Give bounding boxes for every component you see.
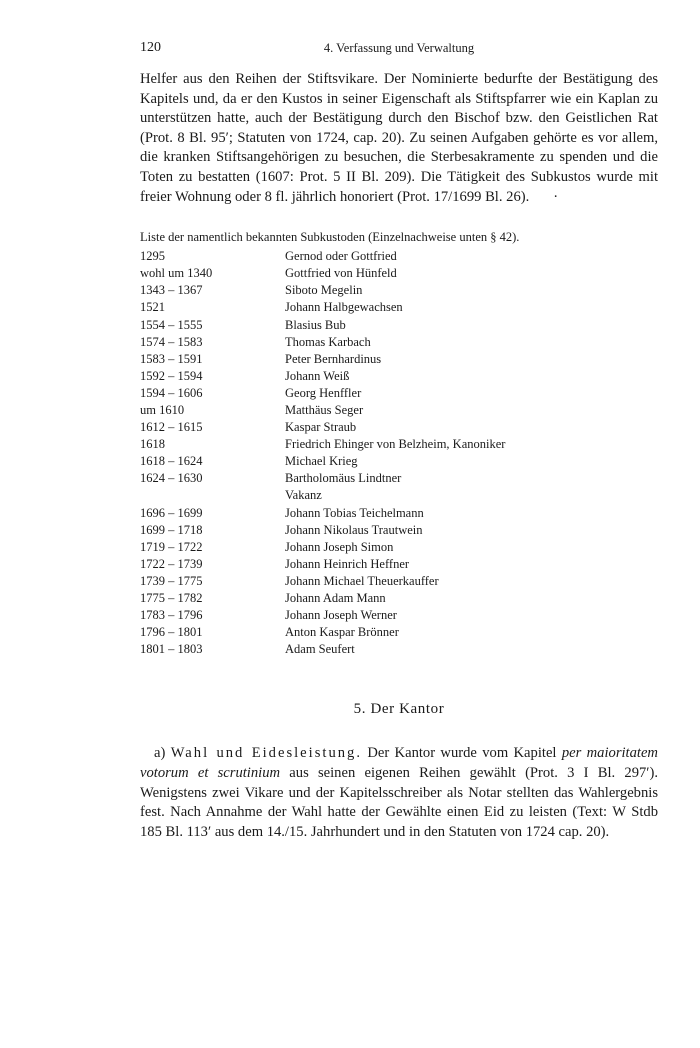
list-entry: [140, 453, 658, 470]
list-entry: [140, 522, 658, 539]
entry-name: Vakanz: [285, 488, 322, 503]
entry-date: 1583 – 1591: [140, 351, 203, 366]
text-before-italic: Der Kantor wurde vom Kapitel: [367, 745, 557, 762]
entry-name: Michael Krieg: [285, 454, 358, 469]
entry-date: 1739 – 1775: [140, 573, 203, 588]
entry-name: Johann Halbgewachsen: [285, 300, 403, 315]
entry-date: 1521: [140, 300, 165, 315]
list-entry: [140, 470, 658, 487]
entry-date: 1796 – 1801: [140, 625, 203, 640]
entry-date: 1775 – 1782: [140, 591, 203, 606]
list-entry: [140, 607, 658, 624]
text-after-italic: aus seinen eigenen Reihen gewählt (Prot. 3 I Bl. 297′). Wenigstens zwei Vikare und der Kapitelsschreiber als Notar stellten das Wahlergebnis fest. Nach Annahme der Wahl hatte der Gewählte einen Eid zu leisten (Text: W Stdb 185 Bl. 113′ aus dem 14./15. Jahrhundert und in den Statuten von 1724 cap. 20).: [140, 765, 658, 840]
list-entry: [140, 317, 658, 334]
list-entry: [140, 265, 658, 282]
section-title: 5. Der Kantor: [353, 701, 445, 718]
entry-name: Johann Adam Mann: [285, 591, 386, 606]
entry-date: 1618 – 1624: [140, 454, 203, 469]
entry-date: 1295: [140, 249, 165, 264]
list-entry: [140, 368, 658, 385]
entry-name: Friedrich Ehinger von Belzheim, Kanoniker: [285, 437, 506, 452]
entry-date: um 1610: [140, 403, 185, 417]
running-head: 4. Verfassung und Verwaltung: [323, 41, 475, 55]
list-entry: [140, 641, 658, 658]
list-entry: [140, 556, 658, 573]
spaced-heading: Wahl und Eidesleistung.: [170, 745, 362, 762]
entry-date: 1719 – 1722: [140, 539, 203, 554]
entry-name: Johann Heinrich Heffner: [285, 556, 410, 571]
entry-name: Johann Weiß: [285, 368, 350, 383]
list-heading: Liste der namentlich bekannten Subkustoden (Einzelnachweise unten § 42).: [140, 230, 520, 245]
entry-date: wohl um 1340: [140, 266, 213, 281]
list-entry: [140, 402, 658, 419]
entry-name: Peter Bernhardinus: [285, 351, 382, 366]
list-entry: [140, 299, 658, 316]
italic-phrase: per maioritatem votorum et scrutinium: [140, 745, 658, 781]
list-entry: [140, 351, 658, 368]
entry-name: Kaspar Straub: [285, 420, 357, 435]
list-entry: [140, 436, 658, 453]
entry-date: [140, 487, 285, 504]
entry-date: 1624 – 1630: [140, 471, 203, 486]
entry-date: 1801 – 1803: [140, 642, 203, 657]
paragraph-subkustos-text: Helfer aus den Reihen der Stiftsvikare. Der Nominierte bedurfte der Bestätigung des Kapitels und, da er den Kustos in seiner Eigenschaft als Stiftspfarrer wie ein Kaplan zu unterstützen hatte, auch der Bestätigung durch den Bischof bzw. den Geistlichen Rat (Prot. 8 Bl. 95′; Statuten von 1724, cap. 20). Zu seinen Aufgaben gehörte es vor allem, die kranken Stiftsangehörigen zu besuchen, die Sterbesakramente zu spenden und die Toten zu bestatten (1607: Prot. 5 II Bl. 209). Die Tätigkeit des Subkustos wurde mit freier Wohnung oder 8 fl. jährlich honoriert (Prot. 17/1699 Bl. 26).: [140, 71, 658, 205]
document-page: [140, 40, 658, 842]
entry-date: 1592 – 1594: [140, 368, 203, 383]
list-entry: [140, 487, 658, 504]
list-entry: [140, 573, 658, 590]
entry-name: Johann Tobias Teichelmann: [285, 505, 424, 520]
entry-date: 1783 – 1796: [140, 608, 203, 623]
list-entry: [140, 334, 658, 351]
list-entry: [140, 539, 658, 556]
entry-date: 1554 – 1555: [140, 317, 203, 332]
paragraph-kantor: [140, 744, 658, 842]
entry-date: 1343 – 1367: [140, 283, 203, 298]
paragraph-label: a): [154, 745, 166, 762]
list-entry: [140, 419, 658, 436]
list-entry: [140, 590, 658, 607]
entry-name: Johann Nikolaus Trautwein: [285, 522, 423, 537]
list-entry: [140, 385, 658, 402]
list-entry: [140, 282, 658, 299]
entry-name: Siboto Megelin: [285, 283, 363, 298]
entry-name: Anton Kaspar Brönner: [285, 625, 399, 640]
entry-date: 1699 – 1718: [140, 522, 203, 537]
subkustos-list: [140, 248, 658, 658]
entry-date: 1618: [140, 437, 165, 452]
entry-name: Johann Joseph Werner: [285, 608, 397, 623]
page-number: 120: [140, 40, 161, 55]
entry-date: 1574 – 1583: [140, 334, 203, 349]
list-entry: [140, 624, 658, 641]
entry-date: 1612 – 1615: [140, 420, 203, 435]
entry-name: Matthäus Seger: [285, 403, 364, 417]
list-entry: [140, 248, 658, 265]
entry-name: Blasius Bub: [285, 317, 346, 332]
entry-name: Adam Seufert: [285, 642, 355, 657]
page-header: [140, 40, 658, 62]
entry-name: Gernod oder Gottfried: [285, 249, 397, 264]
entry-name: Johann Michael Theuerkauffer: [285, 573, 439, 588]
paragraph-subkustos: [140, 70, 658, 207]
list-entry: [140, 505, 658, 522]
stray-mark: ·: [553, 188, 559, 205]
entry-name: Georg Henffler: [285, 385, 362, 400]
entry-name: Gottfried von Hünfeld: [285, 266, 397, 281]
entry-date: 1722 – 1739: [140, 556, 203, 571]
entry-name: Thomas Karbach: [285, 334, 371, 349]
entry-date: 1594 – 1606: [140, 385, 203, 400]
entry-name: Bartholomäus Lindtner: [285, 471, 402, 486]
entry-date: 1696 – 1699: [140, 505, 203, 520]
entry-name: Johann Joseph Simon: [285, 539, 394, 554]
